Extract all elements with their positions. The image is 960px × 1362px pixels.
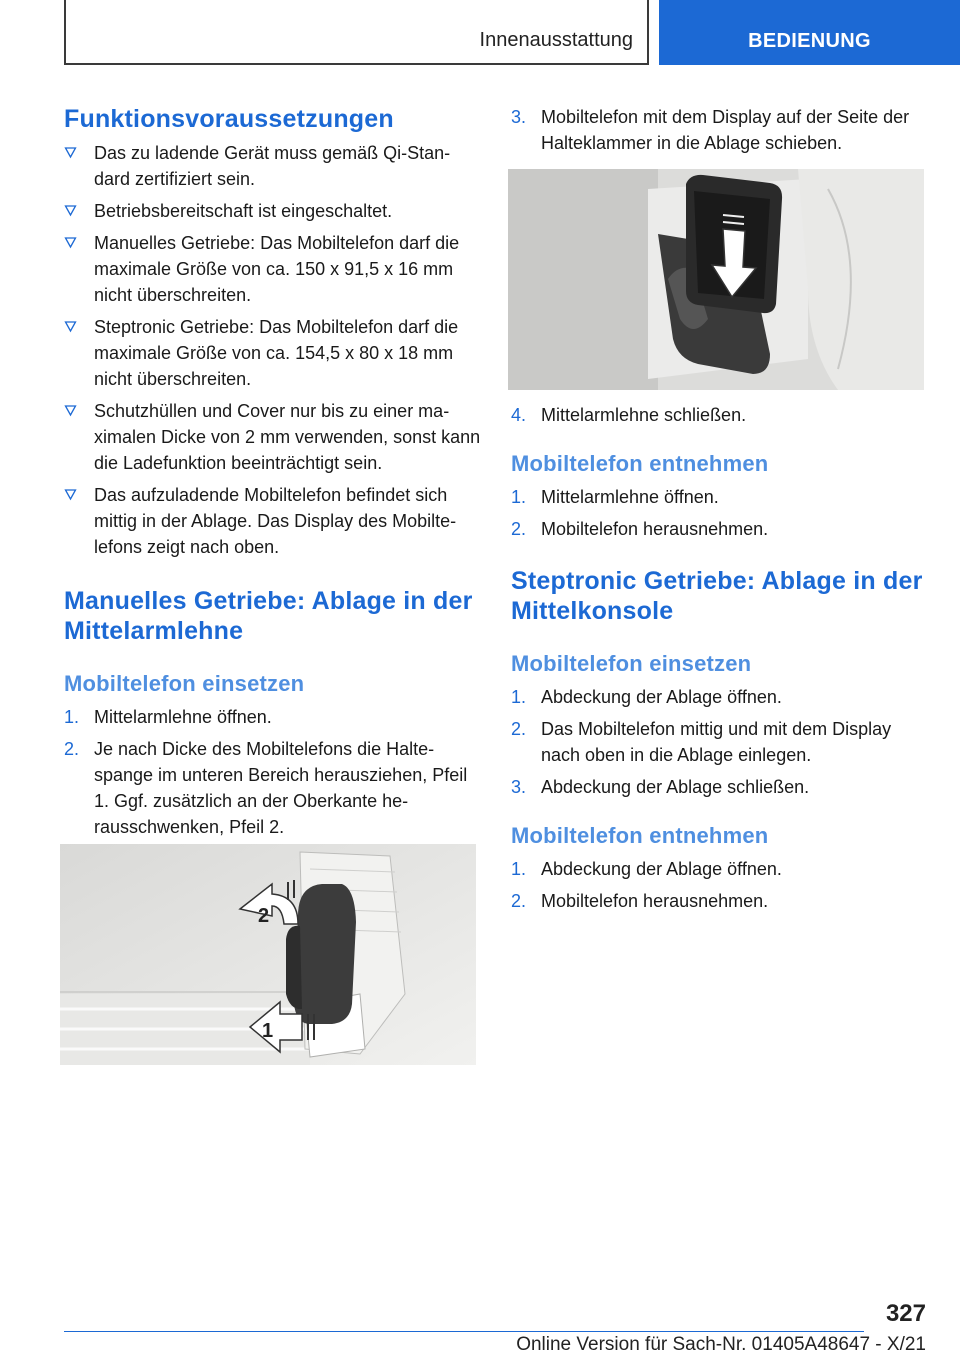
list-item: 1. Abdeckung der Ablage öffnen. (511, 687, 782, 707)
heading-insert-phone: Mobiltelefon einsetzen (64, 671, 305, 696)
remove2-steps-list (511, 856, 931, 914)
heading-remove-phone: Mobiltelefon entnehmen (511, 451, 769, 476)
footer-online-version: Online Version für Sach-Nr. 01405A48647 - X/21 (516, 1334, 926, 1355)
list-item: Steptronic Getriebe: Das Mobiltelefon darf die maximale Größe von ca. 154,5 x 80 x 18 mm nicht überschreiten. (64, 314, 484, 392)
arrow-label-2: 2 (258, 905, 270, 927)
list-item: 2. Je nach Dicke des Mobiltelefons die Halte- spange im unteren Bereich herausziehen, Pfeil 1. Ggf. zusätzlich an der Oberkante he- rausschwenken, Pfeil 2. (64, 739, 468, 837)
requirements-list (64, 140, 484, 560)
left-column (64, 100, 484, 840)
triangle-bullet-icon (64, 404, 77, 417)
list-item: Das zu ladende Gerät muss gemäß Qi-Stan- dard zertifiziert sein. (64, 140, 484, 192)
heading-insert-phone-2: Mobiltelefon einsetzen (511, 651, 752, 676)
armrest-holder-illustration (60, 844, 476, 1065)
heading-manual-gearbox: Manuelles Getriebe: Ablage in der Mittelarmlehne (64, 587, 473, 645)
list-item: 1. Mittelarmlehne öffnen. (511, 487, 719, 507)
list-item: 3. Mobiltelefon mit dem Display auf der Seite der Halteklammer in die Ablage schieben. (511, 107, 910, 153)
page-number: 327 (885, 1300, 926, 1327)
list-item: 1. Mittelarmlehne öffnen. (64, 707, 272, 727)
insert-steps-list (64, 704, 484, 840)
list-item: 3. Abdeckung der Ablage schließen. (511, 777, 810, 797)
triangle-bullet-icon (64, 320, 77, 333)
footer-divider (64, 1331, 864, 1332)
insert-steps-list-final (511, 402, 931, 428)
list-item: Manuelles Getriebe: Das Mobiltelefon darf die maximale Größe von ca. 150 x 91,5 x 16 mm nicht überschreiten. (64, 230, 484, 308)
heading-steptronic: Steptronic Getriebe: Ablage in der Mittelkonsole (511, 567, 923, 625)
heading-remove-phone-2: Mobiltelefon entnehmen (511, 823, 769, 848)
insert-steps-list-continued (511, 104, 931, 156)
insert2-steps-list (511, 684, 931, 800)
right-column-lower (511, 400, 931, 914)
phone-insert-illustration (508, 169, 924, 390)
list-item: Betriebsbereitschaft ist eingeschaltet. (64, 198, 484, 224)
heading-requirements: Funktionsvoraussetzungen (64, 105, 394, 133)
list-item: 2. Mobiltelefon herausnehmen. (511, 891, 769, 911)
header-section-box (64, 0, 649, 65)
triangle-bullet-icon (64, 146, 77, 159)
list-item: 2. Mobiltelefon herausnehmen. (511, 519, 769, 539)
triangle-bullet-icon (64, 488, 77, 501)
list-item: 2. Das Mobiltelefon mittig und mit dem Display nach oben in die Ablage einlegen. (511, 719, 892, 765)
triangle-bullet-icon (64, 236, 77, 249)
header-chapter-tab[interactable] (659, 0, 960, 65)
list-item: Schutzhüllen und Cover nur bis zu einer ma- ximalen Dicke von 2 mm verwenden, sonst kann die Ladefunktion beeinträchtigt sein. (64, 398, 484, 476)
remove-steps-list (511, 484, 931, 542)
right-column (511, 100, 931, 156)
triangle-bullet-icon (64, 204, 77, 217)
list-item: Das aufzuladende Mobiltelefon befindet sich mittig in der Ablage. Das Display des Mobilte- lefons zeigt nach oben. (64, 482, 484, 560)
list-item: 4. Mittelarmlehne schließen. (511, 405, 747, 425)
header-chapter-label: BEDIENUNG (748, 30, 871, 52)
list-item: 1. Abdeckung der Ablage öffnen. (511, 859, 782, 879)
header-section-title: Innenausstattung (479, 29, 633, 51)
arrow-label-1: 1 (262, 1020, 274, 1042)
